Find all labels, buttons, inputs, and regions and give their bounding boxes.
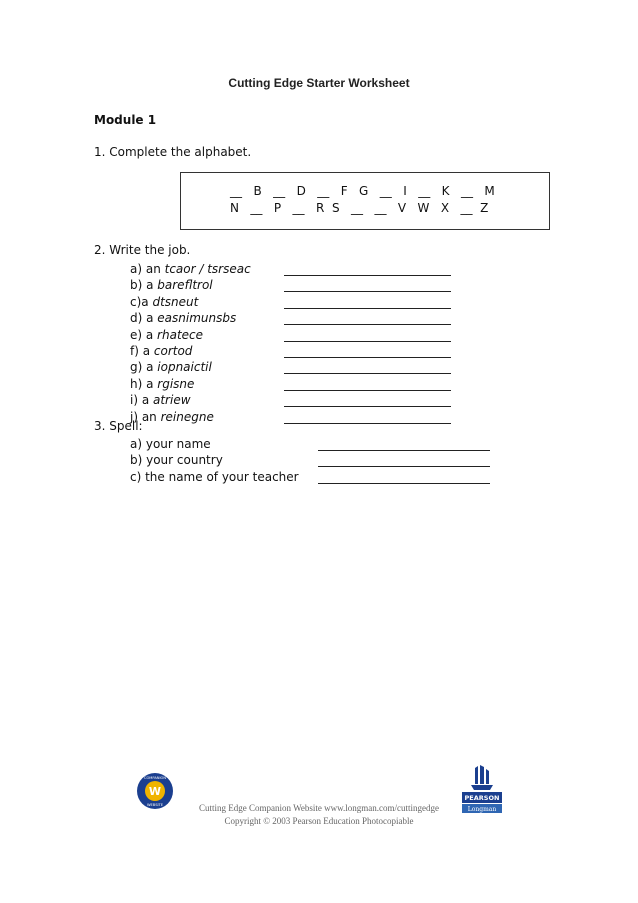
- job-item-prefix: d) a: [130, 311, 158, 326]
- job-answer-line[interactable]: [284, 423, 451, 424]
- job-item-prefix: i) a: [130, 393, 153, 408]
- module-heading: Module 1: [94, 113, 157, 127]
- longman-text: Longman: [467, 806, 497, 813]
- spell-item: a) your name: [130, 437, 211, 451]
- job-item-scrambled-word: rgisne: [157, 376, 195, 391]
- job-item-scrambled-word: dtsneut: [152, 294, 199, 309]
- worksheet-title: Cutting Edge Starter Worksheet: [228, 76, 410, 90]
- job-item: [130, 328, 203, 342]
- footer-line-1: Cutting Edge Companion Website www.longman.com/cuttingedge: [199, 803, 439, 813]
- job-item-prefix: c)a: [130, 294, 153, 309]
- job-answer-line[interactable]: [284, 390, 451, 391]
- job-item-scrambled-word: rhatece: [157, 327, 204, 342]
- job-answer-line[interactable]: [284, 308, 451, 309]
- job-item-prefix: a) an: [130, 262, 165, 276]
- job-answer-line[interactable]: [284, 373, 451, 374]
- job-item-prefix: j) an: [130, 409, 161, 424]
- alphabet-row-1: __ B __ D __ F G __ I __ K __ M: [230, 184, 495, 198]
- job-answer-line[interactable]: [284, 324, 451, 325]
- job-item-prefix: f) a: [130, 344, 154, 358]
- job-item-scrambled-word: barefltrol: [157, 278, 213, 293]
- job-item: [130, 377, 194, 391]
- job-item-prefix: h) a: [130, 376, 158, 391]
- job-item-scrambled-word: reinegne: [160, 409, 214, 424]
- companion-logo-bottom-text: WEBSITE: [146, 803, 164, 807]
- job-item: [130, 393, 191, 407]
- job-answer-line[interactable]: [284, 357, 451, 358]
- job-item-scrambled-word: tcaor / tsrseac: [164, 262, 251, 276]
- alphabet-row-2: N __ P __ R S __ __ V W X __ Z: [230, 201, 489, 215]
- job-item: [130, 344, 192, 358]
- pearson-text: PEARSON: [464, 794, 500, 802]
- pearson-ship-icon: [471, 765, 493, 790]
- job-item-scrambled-word: easnimunsbs: [157, 311, 237, 326]
- job-answer-line[interactable]: [284, 291, 451, 292]
- section3-heading: 3. Spell:: [94, 419, 143, 433]
- spell-answer-line[interactable]: [318, 483, 490, 484]
- companion-logo-top-text: COMPANION: [143, 776, 167, 780]
- footer-line-2: Copyright © 2003 Pearson Education Photocopiable: [224, 816, 414, 826]
- spell-answer-line[interactable]: [318, 466, 490, 467]
- companion-logo-letter: W: [148, 785, 162, 798]
- spell-item: b) your country: [130, 453, 223, 468]
- job-item-prefix: g) a: [130, 360, 158, 375]
- job-item-prefix: e) a: [130, 327, 158, 342]
- section2-heading: 2. Write the job.: [94, 243, 191, 257]
- job-item: [130, 278, 213, 292]
- job-answer-line[interactable]: [284, 275, 451, 276]
- job-answer-line[interactable]: [284, 341, 451, 342]
- job-item-prefix: b) a: [130, 278, 158, 293]
- job-answer-line[interactable]: [284, 406, 451, 407]
- section1-heading: 1. Complete the alphabet.: [94, 145, 252, 159]
- job-item-scrambled-word: iopnaictil: [157, 360, 212, 375]
- job-item-scrambled-word: atriew: [153, 393, 191, 408]
- job-item: [130, 311, 236, 325]
- job-item: [130, 295, 198, 309]
- spell-item: c) the name of your teacher: [130, 469, 299, 484]
- job-item: [130, 262, 251, 276]
- spell-answer-line[interactable]: [318, 450, 490, 451]
- job-item: [130, 360, 212, 374]
- job-item-scrambled-word: cortod: [153, 344, 193, 358]
